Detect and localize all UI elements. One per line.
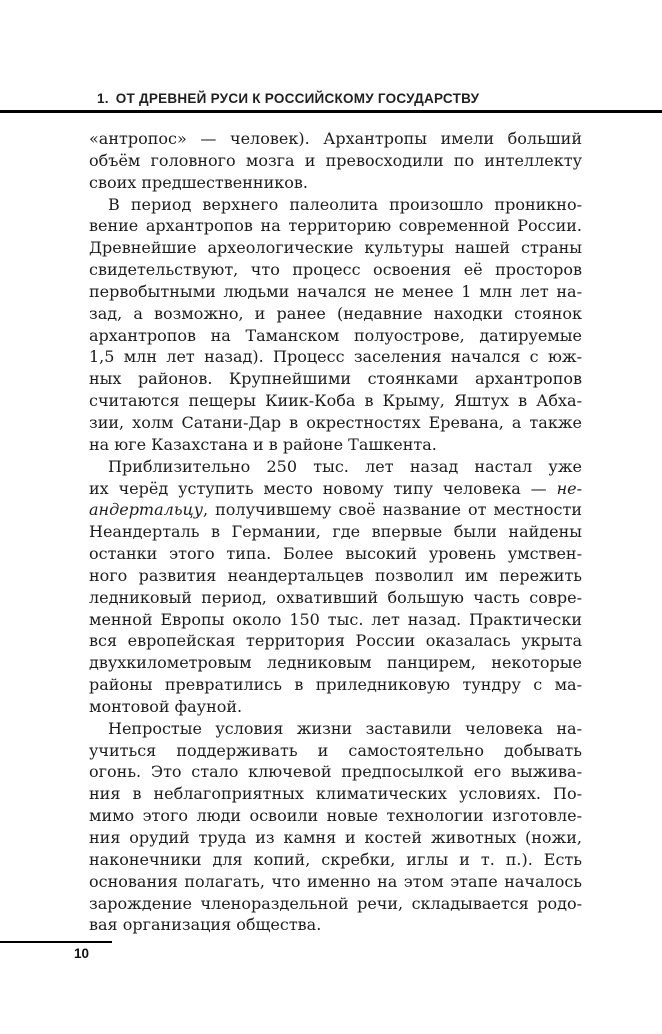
italic-term: андертальцу: [89, 500, 203, 520]
text-segment: ния в неблагоприятных климатических условиях. По-: [89, 784, 582, 804]
text-line: [89, 652, 582, 674]
text-segment: основания полагать, что именно на этом этапе началось: [89, 871, 582, 891]
text-segment: ледниковый период, охвативший большую часть совре-: [89, 587, 582, 607]
paragraph: [89, 718, 582, 936]
text-line: [89, 215, 582, 237]
text-line: [89, 434, 582, 456]
chapter-number: 1.: [97, 91, 109, 106]
text-segment: зии, холм Сатани-Дар в окрестностях Еревана, а также: [89, 412, 582, 432]
text-line: [89, 346, 582, 368]
text-segment: зарождение членораздельной речи, складывается родо-: [89, 893, 582, 913]
text-segment: учиться поддерживать и самостоятельно добывать: [89, 740, 582, 760]
text-segment: Древнейшие археологические культуры нашей страны: [89, 238, 582, 258]
text-segment: своих предшественников.: [89, 172, 308, 192]
text-line: [89, 325, 582, 347]
text-line: [89, 587, 582, 609]
text-line: [89, 914, 582, 936]
text-line: [89, 696, 582, 718]
text-line: [89, 609, 582, 631]
text-segment: архантропов на Таманском полуострове, датируемые: [89, 325, 582, 345]
text-line: [89, 827, 582, 849]
text-segment: ных районов. Крупнейшими стоянками архантропов: [89, 369, 582, 389]
text-line: [89, 194, 582, 216]
text-segment: ния орудий труда из камня и костей животных (ножи,: [89, 828, 582, 847]
text-line: [89, 456, 582, 478]
text-segment: вся европейская территория России оказалась укрыта: [89, 631, 582, 651]
text-segment: их черёд уступить место новому типу человека —: [89, 478, 557, 498]
chapter-title: ОТ ДРЕВНЕЙ РУСИ К РОССИЙСКОМУ ГОСУДАРСТВУ: [115, 91, 480, 106]
text-line: [89, 172, 582, 194]
text-line: [89, 543, 582, 565]
text-line: [89, 783, 582, 805]
text-line: [89, 761, 582, 783]
text-line: [89, 849, 582, 871]
text-segment: останки этого типа. Более высокий уровень умствен-: [89, 544, 582, 564]
text-segment: свидетельствуют, что процесс освоения её просторов: [89, 260, 582, 280]
text-segment: монтовой фауной.: [89, 696, 243, 716]
header-rule: [0, 110, 662, 113]
text-line: [89, 718, 582, 740]
text-line: [89, 521, 582, 543]
text-segment: Приблизительно 250 тыс. лет назад настал уже: [108, 456, 582, 476]
text-segment: наконечники для копий, скребки, иглы и т. п.). Есть: [89, 849, 582, 869]
text-line: [89, 412, 582, 434]
text-line: [89, 674, 582, 696]
text-segment: зад, а возможно, и ранее (недавние находки стоянок: [89, 303, 582, 323]
text-segment: В период верхнего палеолита произошло проникно-: [108, 194, 582, 214]
text-segment: на юге Казахстана и в районе Ташкента.: [89, 434, 437, 454]
text-line: [89, 237, 582, 259]
text-segment: «антропос» — человек). Архантропы имели больший: [89, 129, 582, 148]
footer-rule: [0, 941, 112, 943]
text-segment: менной Европы около 150 тыс. лет назад. Практически: [89, 609, 582, 629]
text-line: [89, 259, 582, 281]
running-header: [97, 91, 479, 106]
paragraph: [89, 194, 582, 456]
text-line: [89, 303, 582, 325]
text-line: [89, 565, 582, 587]
italic-term: не-: [556, 478, 582, 498]
body-text: [89, 128, 582, 940]
text-segment: 1,5 млн лет назад). Процесс заселения начался с юж-: [89, 347, 582, 367]
text-line: [89, 128, 582, 150]
text-segment: мимо этого люди освоили новые технологии изготовле-: [89, 806, 582, 826]
text-segment: объём головного мозга и превосходили по интеллекту: [89, 150, 582, 170]
text-segment: , получившему своё название от местности: [202, 500, 582, 520]
text-line: [89, 871, 582, 893]
text-line: [89, 368, 582, 390]
text-segment: огонь. Это стало ключевой предпосылкой его выжива-: [89, 762, 582, 782]
text-segment: ного развития неандертальцев позволил им пережить: [89, 565, 582, 585]
text-line: [89, 150, 582, 172]
text-line: [89, 630, 582, 652]
text-line: [89, 805, 582, 827]
text-segment: первобытными людьми начался не менее 1 млн лет на-: [89, 281, 582, 301]
text-line: [89, 499, 582, 521]
paragraph: [89, 456, 582, 718]
text-segment: Неандерталь в Германии, где впервые были найдены: [89, 522, 582, 542]
text-segment: вая организация общества.: [89, 915, 322, 935]
text-line: [89, 478, 582, 500]
text-line: [89, 281, 582, 303]
text-segment: районы превратились в приледниковую тундру с ма-: [89, 675, 582, 695]
page-number: 10: [74, 946, 90, 961]
text-segment: Непростые условия жизни заставили человека на-: [108, 718, 582, 738]
text-line: [89, 893, 582, 915]
text-line: [89, 390, 582, 412]
text-segment: вение архантропов на территорию современной России.: [89, 216, 582, 236]
text-segment: двухкилометровым ледниковым панцирем, некоторые: [89, 653, 582, 673]
text-segment: считаются пещеры Киик-Коба в Крыму, Яштух в Абха-: [89, 391, 582, 411]
text-line: [89, 740, 582, 762]
paragraph: [89, 128, 582, 194]
